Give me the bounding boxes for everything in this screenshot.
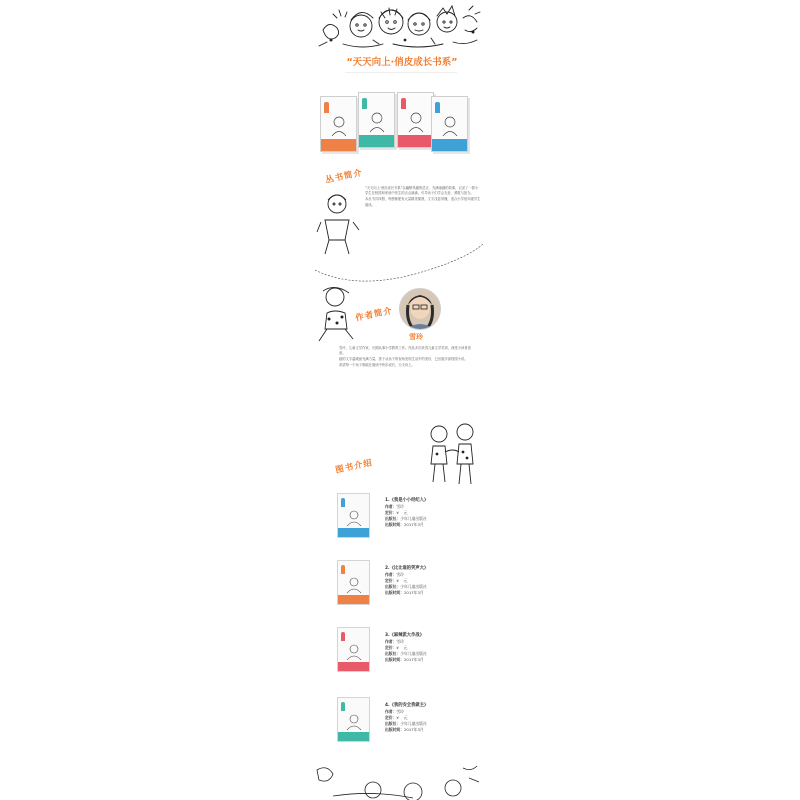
kids-doodle-header [313,0,485,52]
book-4-value-3: 少年儿童出版社 [400,721,427,726]
book-2-value-4: 2017年3月 [403,590,424,595]
book-3-value-1: 雪玲 [396,639,404,644]
book-2-label-1: 作者： [385,572,397,577]
book-4-label-2: 定价： [385,715,397,720]
title-underline [345,72,457,73]
book-2-title: 2.《比比谁的笑声大》 [385,566,429,571]
book-4-value-4: 2017年3月 [403,727,424,732]
series-intro-p2: 本丛书共四册，每册都配有大量精美插图，文字浅显易懂，适合小学低年级学生阅读。 [365,197,481,207]
book-3-value-2: ¥ 元 [396,645,408,650]
book-fan-1 [320,96,357,152]
book-1-value-4: 2017年3月 [403,522,424,527]
footer-doodle [313,760,485,800]
book-4-label-4: 出版时间： [385,727,404,732]
speech-bubble-outline [313,240,485,290]
book-4-title: 4.《我的安全我做主》 [385,703,429,708]
author-bio-p2: 她的文字温暖而充满力量，善于从孩子的视角发现生活中的美好，已出版多部校园小说。 [339,357,468,362]
book-1-value-1: 雪玲 [396,504,404,509]
book-cover-3 [337,627,370,672]
running-boy-doodle [315,285,359,345]
book-4-label-3: 出版社： [385,721,401,726]
book-2-value-3: 少年儿童出版社 [400,584,427,589]
two-kids-doodle [423,420,483,490]
book-1-label-3: 出版社： [385,516,401,521]
author-avatar [399,288,441,330]
book-1-value-2: ¥ 元 [396,510,408,515]
book-2-value-2: ¥ 元 [396,578,408,583]
book-2-label-2: 定价： [385,578,397,583]
book-info-1 [385,498,428,528]
book-cover-1 [337,493,370,538]
series-intro-text [365,186,481,209]
book-fan-4 [431,96,468,152]
book-2-label-3: 出版社： [385,584,401,589]
author-name: 雪玲 [409,333,423,341]
series-intro-heading: 丛书简介 [324,168,364,186]
series-title: “天天向上·俏皮成长书系” [346,57,458,68]
book-1-value-3: 少年儿童出版社 [400,516,427,521]
product-detail-strip [313,0,485,800]
book-1-label-2: 定价： [385,510,397,515]
book-4-value-2: ¥ 元 [396,715,408,720]
author-bio-p1: 雪玲，儿童文学作家，长期从事小学教育工作。作品多次获得儿童文学奖项，深受小读者喜爱。 [339,346,471,356]
book-3-label-2: 定价： [385,645,397,650]
series-intro-p1: “天天向上·俏皮成长书系”以幽默风趣的语言、充满童趣的故事，记录了一群小学生在校园和家庭中发生的点点滴滴，引导孩子们学会友爱、勇敢与担当。 [365,186,479,196]
book-1-label-1: 作者： [385,504,397,509]
book-info-2 [385,566,428,596]
book-2-value-1: 雪玲 [396,572,404,577]
author-heading: 作者简介 [354,306,394,324]
book-cover-2 [337,560,370,605]
books-heading: 图书介绍 [334,458,374,476]
book-2-label-4: 出版时间： [385,590,404,595]
book-4-value-1: 雪玲 [396,709,404,714]
book-3-value-3: 少年儿童出版社 [400,651,427,656]
book-3-value-4: 2017年3月 [403,657,424,662]
book-1-title: 1.《我是小小经纪人》 [385,498,429,503]
book-3-label-4: 出版时间： [385,657,404,662]
author-bio [339,346,475,370]
book-info-3 [385,633,427,663]
book-4-label-1: 作者： [385,709,397,714]
book-3-title: 3.《麻辣派大作战》 [385,633,424,638]
book-cover-4 [337,697,370,742]
author-bio-p3: 希望每一个孩子都能在阅读中快乐成长，天天向上。 [339,363,415,368]
book-1-label-4: 出版时间： [385,522,404,527]
book-3-label-1: 作者： [385,639,397,644]
book-fan-2 [358,92,395,148]
book-fan-3 [397,92,434,148]
book-3-label-3: 出版社： [385,651,401,656]
book-info-4 [385,703,428,733]
